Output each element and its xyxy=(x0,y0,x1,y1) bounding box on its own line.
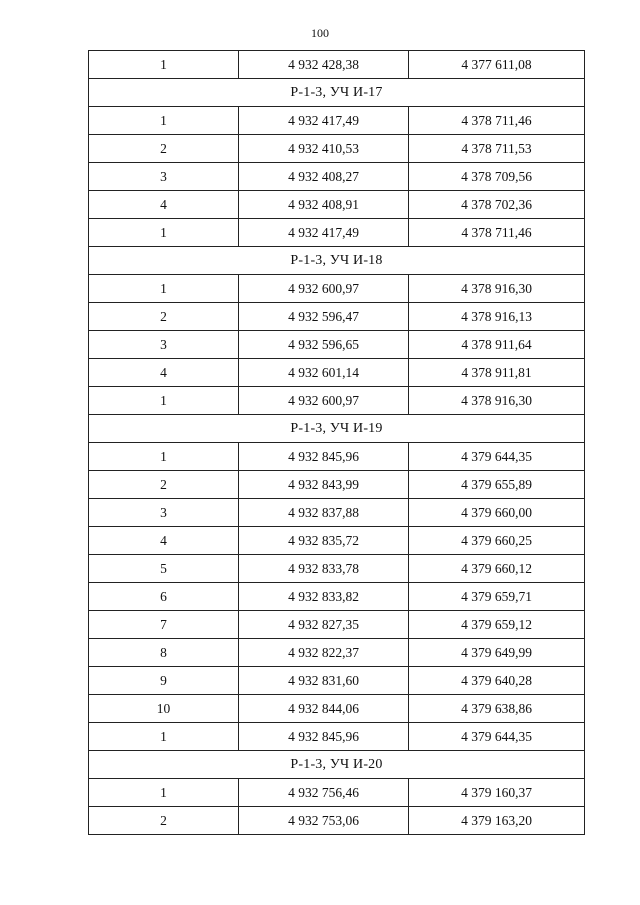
y-coordinate-cell: 4 379 659,71 xyxy=(409,583,585,611)
table-row xyxy=(89,359,585,387)
point-number-cell: 9 xyxy=(89,667,239,695)
point-number-cell: 7 xyxy=(89,611,239,639)
point-number-cell: 3 xyxy=(89,331,239,359)
y-coordinate-cell: 4 378 916,13 xyxy=(409,303,585,331)
table-row xyxy=(89,443,585,471)
x-coordinate-cell: 4 932 827,35 xyxy=(239,611,409,639)
x-coordinate-cell: 4 932 822,37 xyxy=(239,639,409,667)
x-coordinate-cell: 4 932 417,49 xyxy=(239,219,409,247)
point-number-cell: 1 xyxy=(89,275,239,303)
x-coordinate-cell: 4 932 833,78 xyxy=(239,555,409,583)
y-coordinate-cell: 4 379 638,86 xyxy=(409,695,585,723)
section-header-row xyxy=(89,415,585,443)
coordinates-table-body xyxy=(89,51,585,835)
table-row xyxy=(89,219,585,247)
section-header-row xyxy=(89,751,585,779)
table-row xyxy=(89,723,585,751)
point-number-cell: 2 xyxy=(89,807,239,835)
table-row xyxy=(89,135,585,163)
page-number: 100 xyxy=(311,26,329,40)
point-number-cell: 1 xyxy=(89,779,239,807)
point-number-cell: 2 xyxy=(89,303,239,331)
table-row xyxy=(89,275,585,303)
y-coordinate-cell: 4 379 163,20 xyxy=(409,807,585,835)
point-number-cell: 6 xyxy=(89,583,239,611)
x-coordinate-cell: 4 932 753,06 xyxy=(239,807,409,835)
point-number-cell: 1 xyxy=(89,219,239,247)
point-number-cell: 3 xyxy=(89,163,239,191)
x-coordinate-cell: 4 932 843,99 xyxy=(239,471,409,499)
x-coordinate-cell: 4 932 844,06 xyxy=(239,695,409,723)
point-number-cell: 2 xyxy=(89,135,239,163)
x-coordinate-cell: 4 932 835,72 xyxy=(239,527,409,555)
y-coordinate-cell: 4 378 711,46 xyxy=(409,107,585,135)
y-coordinate-cell: 4 379 644,35 xyxy=(409,723,585,751)
table-row xyxy=(89,107,585,135)
y-coordinate-cell: 4 379 660,00 xyxy=(409,499,585,527)
y-coordinate-cell: 4 378 916,30 xyxy=(409,275,585,303)
table-row xyxy=(89,51,585,79)
point-number-cell: 1 xyxy=(89,723,239,751)
point-number-cell: 5 xyxy=(89,555,239,583)
table-row xyxy=(89,527,585,555)
table-row xyxy=(89,191,585,219)
x-coordinate-cell: 4 932 596,47 xyxy=(239,303,409,331)
y-coordinate-cell: 4 379 659,12 xyxy=(409,611,585,639)
point-number-cell: 1 xyxy=(89,107,239,135)
y-coordinate-cell: 4 379 644,35 xyxy=(409,443,585,471)
point-number-cell: 3 xyxy=(89,499,239,527)
point-number-cell: 4 xyxy=(89,527,239,555)
y-coordinate-cell: 4 378 709,56 xyxy=(409,163,585,191)
x-coordinate-cell: 4 932 410,53 xyxy=(239,135,409,163)
y-coordinate-cell: 4 378 702,36 xyxy=(409,191,585,219)
y-coordinate-cell: 4 377 611,08 xyxy=(409,51,585,79)
y-coordinate-cell: 4 378 911,81 xyxy=(409,359,585,387)
table-row xyxy=(89,807,585,835)
point-number-cell: 10 xyxy=(89,695,239,723)
point-number-cell: 1 xyxy=(89,387,239,415)
x-coordinate-cell: 4 932 428,38 xyxy=(239,51,409,79)
x-coordinate-cell: 4 932 408,27 xyxy=(239,163,409,191)
x-coordinate-cell: 4 932 831,60 xyxy=(239,667,409,695)
section-title: Р-1-3, УЧ И-18 xyxy=(89,247,585,275)
y-coordinate-cell: 4 379 640,28 xyxy=(409,667,585,695)
point-number-cell: 8 xyxy=(89,639,239,667)
point-number-cell: 4 xyxy=(89,359,239,387)
y-coordinate-cell: 4 378 711,53 xyxy=(409,135,585,163)
y-coordinate-cell: 4 379 160,37 xyxy=(409,779,585,807)
y-coordinate-cell: 4 378 911,64 xyxy=(409,331,585,359)
section-header-row xyxy=(89,79,585,107)
point-number-cell: 1 xyxy=(89,443,239,471)
point-number-cell: 2 xyxy=(89,471,239,499)
y-coordinate-cell: 4 379 660,25 xyxy=(409,527,585,555)
x-coordinate-cell: 4 932 600,97 xyxy=(239,387,409,415)
coordinates-table xyxy=(88,50,585,835)
x-coordinate-cell: 4 932 408,91 xyxy=(239,191,409,219)
x-coordinate-cell: 4 932 600,97 xyxy=(239,275,409,303)
section-title: Р-1-3, УЧ И-17 xyxy=(89,79,585,107)
section-title: Р-1-3, УЧ И-19 xyxy=(89,415,585,443)
table-row xyxy=(89,639,585,667)
section-header-row xyxy=(89,247,585,275)
table-row xyxy=(89,331,585,359)
table-row xyxy=(89,163,585,191)
x-coordinate-cell: 4 932 845,96 xyxy=(239,723,409,751)
table-row xyxy=(89,611,585,639)
table-row xyxy=(89,667,585,695)
table-row xyxy=(89,779,585,807)
table-row xyxy=(89,555,585,583)
table-row xyxy=(89,471,585,499)
table-row xyxy=(89,695,585,723)
table-row xyxy=(89,583,585,611)
y-coordinate-cell: 4 379 660,12 xyxy=(409,555,585,583)
x-coordinate-cell: 4 932 601,14 xyxy=(239,359,409,387)
x-coordinate-cell: 4 932 596,65 xyxy=(239,331,409,359)
table-row xyxy=(89,387,585,415)
table-row xyxy=(89,303,585,331)
y-coordinate-cell: 4 379 655,89 xyxy=(409,471,585,499)
x-coordinate-cell: 4 932 417,49 xyxy=(239,107,409,135)
x-coordinate-cell: 4 932 837,88 xyxy=(239,499,409,527)
y-coordinate-cell: 4 379 649,99 xyxy=(409,639,585,667)
section-title: Р-1-3, УЧ И-20 xyxy=(89,751,585,779)
x-coordinate-cell: 4 932 756,46 xyxy=(239,779,409,807)
y-coordinate-cell: 4 378 916,30 xyxy=(409,387,585,415)
point-number-cell: 1 xyxy=(89,51,239,79)
table-row xyxy=(89,499,585,527)
x-coordinate-cell: 4 932 833,82 xyxy=(239,583,409,611)
point-number-cell: 4 xyxy=(89,191,239,219)
x-coordinate-cell: 4 932 845,96 xyxy=(239,443,409,471)
y-coordinate-cell: 4 378 711,46 xyxy=(409,219,585,247)
